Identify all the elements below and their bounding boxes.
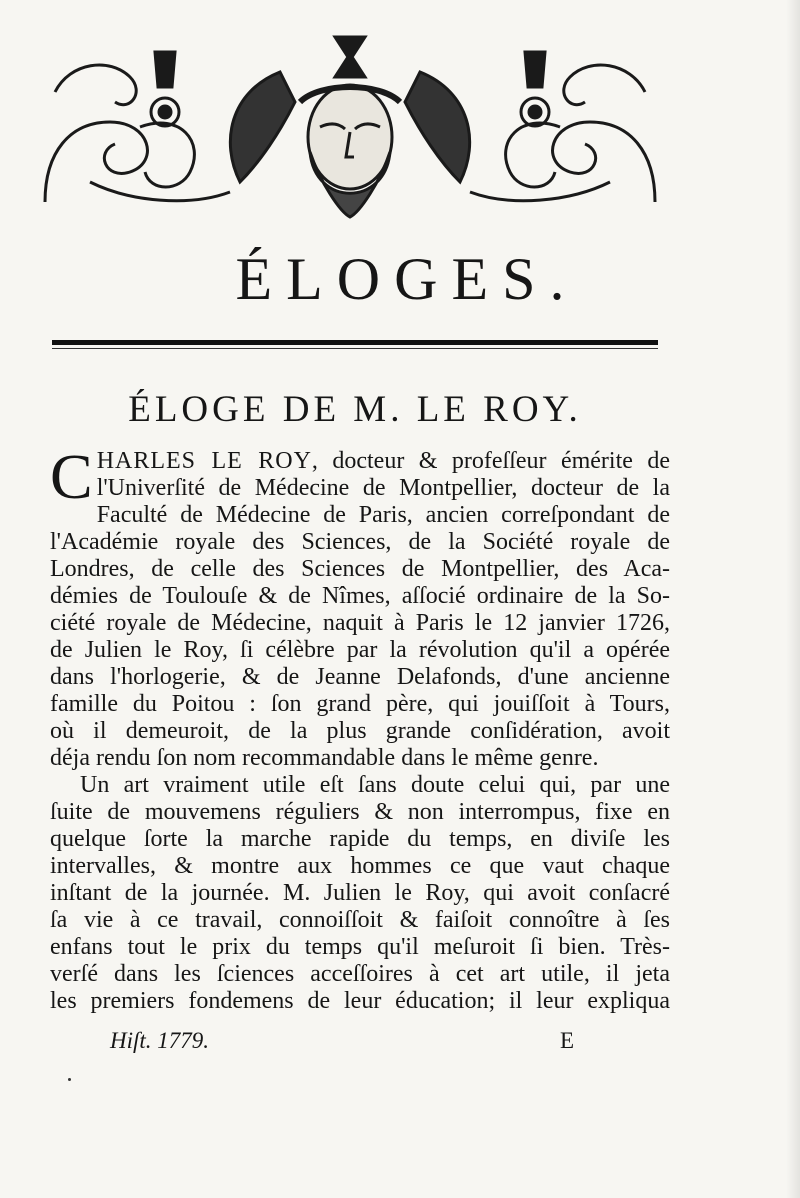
body-line: Un art vraiment utile eſt ſans doute celui qui, par une	[80, 772, 670, 798]
page-edge-shadow	[786, 0, 800, 1198]
body-line: démies de Toulouſe & de Nîmes, aſſocié ordinaire de la So-	[50, 583, 670, 609]
body-line: quelque ſorte la marche rapide du temps, en diviſe les	[50, 826, 670, 852]
body-line: l'Académie royale des Sciences, de la Société royale de	[50, 529, 670, 555]
body-line: inſtant de la journée. M. Julien le Roy, qui avoit conſacré	[50, 880, 670, 906]
drop-cap: C	[50, 441, 93, 512]
body-line: Londres, de celle des Sciences de Montpellier, des Aca-	[50, 556, 670, 582]
body-line: ſa vie à ce travail, connoiſſoit & faiſoit connoître à ſes	[50, 907, 670, 933]
title-rule	[52, 340, 658, 345]
body-line: ſuite de mouvemens réguliers & non interrompus, fixe en	[50, 799, 670, 825]
body-line: HARLES LE ROY, docteur & profeſſeur émérite de	[96, 448, 670, 474]
body-line: ciété royale de Médecine, naquit à Paris le 12 janvier 1726,	[50, 610, 670, 636]
body-line: intervalles, & montre aux hommes ce que vaut chaque	[50, 853, 670, 879]
body-line: Faculté de Médecine de Paris, ancien correſpondant de	[96, 502, 670, 528]
signature-mark: Hiſt. 1779.	[110, 1028, 210, 1053]
title-rule-thin	[52, 348, 658, 349]
article-title: ÉLOGE DE M. LE ROY.	[128, 389, 582, 430]
lead-name: HARLES LE ROY	[96, 448, 312, 474]
section-title: ÉLOGES.	[235, 246, 579, 312]
ink-speck	[68, 1078, 71, 1081]
body-line: déja rendu ſon nom recommandable dans le même genre.	[50, 745, 599, 771]
body-line: verſé dans les ſciences acceſſoires à cet art utile, il jeta	[50, 961, 670, 987]
decorative-header-ornament	[30, 32, 670, 222]
body-line: l'Univerſité de Médecine de Montpellier, docteur de la	[96, 475, 670, 501]
body-line: enfans tout le prix du temps qu'il meſuroit ſi bien. Très-	[50, 934, 670, 960]
article-body	[50, 441, 670, 1015]
body-line: où il demeuroit, de la plus grande conſidération, avoit	[50, 718, 670, 744]
gathering-letter: E	[560, 1028, 575, 1053]
body-line: famille du Poitou : ſon grand père, qui jouiſſoit à Tours,	[50, 691, 670, 717]
body-line: les premiers fondemens de leur éducation; il leur expliqua	[50, 988, 670, 1014]
body-line: dans l'horlogerie, & de Jeanne Delafonds, d'une ancienne	[50, 664, 670, 690]
body-line: de Julien le Roy, ſi célèbre par la révolution qu'il a opérée	[50, 637, 670, 663]
